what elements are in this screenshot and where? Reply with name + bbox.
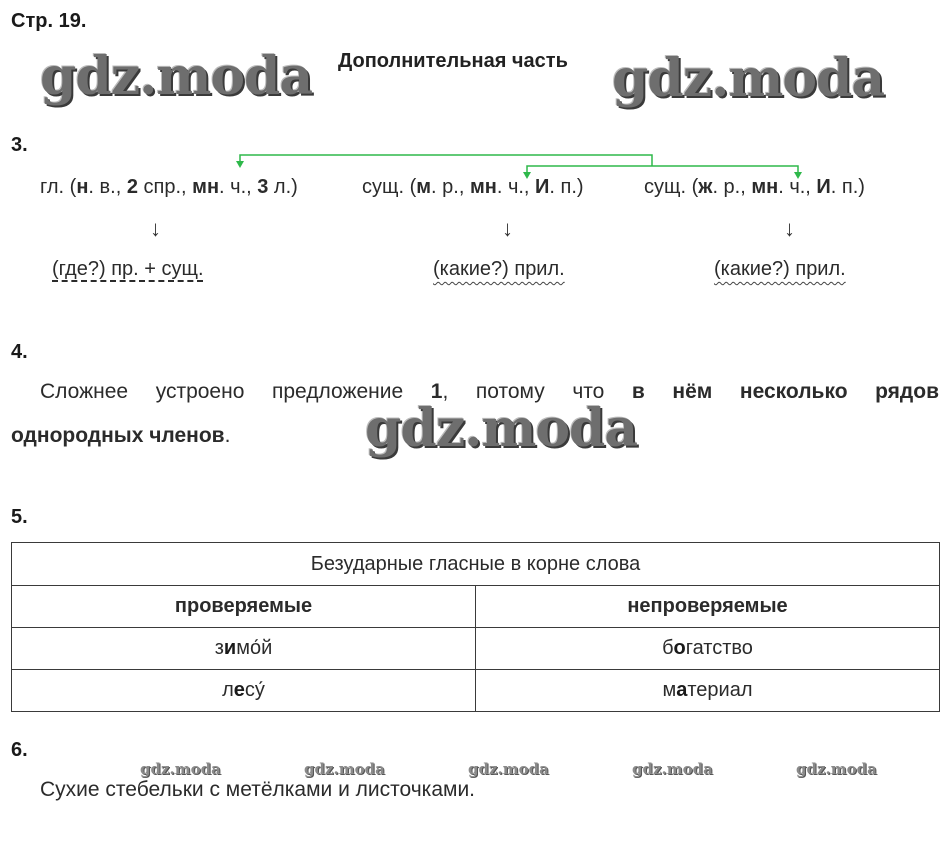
table-row <box>12 628 940 670</box>
column-header: проверяемые <box>12 586 476 628</box>
watermark: gdz.moda <box>468 760 549 778</box>
gram-bold: 3 <box>257 176 269 198</box>
table-title: Безударные гласные в корне слова <box>12 543 940 586</box>
column-header: непроверяемые <box>476 586 940 628</box>
gram-bold: 2 <box>126 176 138 198</box>
gram-bold: н <box>76 176 89 198</box>
section-title: Дополнительная часть <box>338 50 568 72</box>
table-cell <box>476 628 940 670</box>
syntactic-role: (какие?) прил. <box>433 258 565 280</box>
answer-text: , потому что <box>442 380 632 403</box>
grammar-group-noun <box>644 176 865 199</box>
table-header-row <box>12 586 940 628</box>
watermark: gdz.moda <box>612 48 885 109</box>
watermark: gdz.moda <box>304 760 385 778</box>
word-part: м <box>662 679 677 701</box>
vowel: а <box>676 679 688 701</box>
gram-bold: И <box>535 176 550 198</box>
gram-part: . р., <box>431 176 470 198</box>
answer-bold: 1 <box>430 380 443 403</box>
vowel: о <box>673 637 686 659</box>
gram-part: ( <box>69 176 77 198</box>
page-label: Стр. 19. <box>11 10 87 32</box>
task-number: 5. <box>11 506 28 528</box>
table-row <box>12 670 940 712</box>
gram-part: . р., <box>712 176 752 198</box>
gram-part: л.) <box>268 176 298 198</box>
word-part: су́ <box>244 679 265 701</box>
vowel: и <box>223 637 237 659</box>
gram-part: ( <box>691 176 699 198</box>
answer-text: Сухие стебельки с метёлками и листочками. <box>40 778 476 801</box>
syntactic-role: (где?) пр. + сущ. <box>52 258 204 280</box>
gram-bold: ж <box>698 176 713 198</box>
table-title-row <box>12 543 940 586</box>
table-cell <box>12 628 476 670</box>
pos-label: сущ. <box>362 176 405 198</box>
gram-part: . п.) <box>549 176 584 198</box>
task-number: 4. <box>11 341 28 363</box>
table-cell <box>476 670 940 712</box>
link-line <box>527 166 798 176</box>
answer-bold: однородных членов <box>11 424 225 447</box>
link-arrowhead <box>236 161 244 168</box>
gram-part: . п.) <box>830 176 865 198</box>
gram-part: ( <box>409 176 417 198</box>
watermark: gdz.moda <box>365 398 638 459</box>
gram-bold: И <box>816 176 831 198</box>
vowels-table <box>11 542 940 712</box>
gram-part: спр., <box>137 176 193 198</box>
gram-part: . ч., <box>219 176 258 198</box>
table-cell <box>12 670 476 712</box>
link-line <box>240 155 652 166</box>
gram-bold: мн <box>751 176 779 198</box>
word-part: мо́й <box>236 637 273 659</box>
agreement-links <box>0 0 950 200</box>
watermark: gdz.moda <box>796 760 877 778</box>
word-part: з <box>214 637 224 659</box>
vowel: е <box>233 679 245 701</box>
grammar-group-verb <box>40 176 298 199</box>
syntactic-role: (какие?) прил. <box>714 258 846 280</box>
word-part: териал <box>687 679 753 701</box>
watermark: gdz.moda <box>140 760 221 778</box>
answer-bold: в нём несколько рядов <box>631 380 939 403</box>
gram-part: . в., <box>88 176 127 198</box>
down-arrow-icon: ↓ <box>150 216 161 241</box>
answer-text: Сложнее устроено предложение <box>40 380 431 403</box>
watermark: gdz.moda <box>632 760 713 778</box>
task-number: 3. <box>11 134 28 156</box>
word-part: б <box>662 637 674 659</box>
word-part: л <box>222 679 234 701</box>
pos-label: гл. <box>40 176 65 198</box>
down-arrow-icon: ↓ <box>784 216 795 241</box>
answer-line <box>11 424 230 448</box>
gram-part: . ч., <box>778 176 817 198</box>
gram-bold: м <box>416 176 432 198</box>
gram-bold: мн <box>192 176 220 198</box>
watermark: gdz.moda <box>40 46 313 107</box>
word-part: гатство <box>685 637 753 659</box>
answer-text: . <box>224 424 231 447</box>
task-number: 6. <box>11 739 28 761</box>
grammar-group-noun <box>362 176 584 199</box>
pos-label: сущ. <box>644 176 687 198</box>
down-arrow-icon: ↓ <box>502 216 513 241</box>
gram-part: . ч., <box>496 176 536 198</box>
gram-bold: мн <box>469 176 497 198</box>
